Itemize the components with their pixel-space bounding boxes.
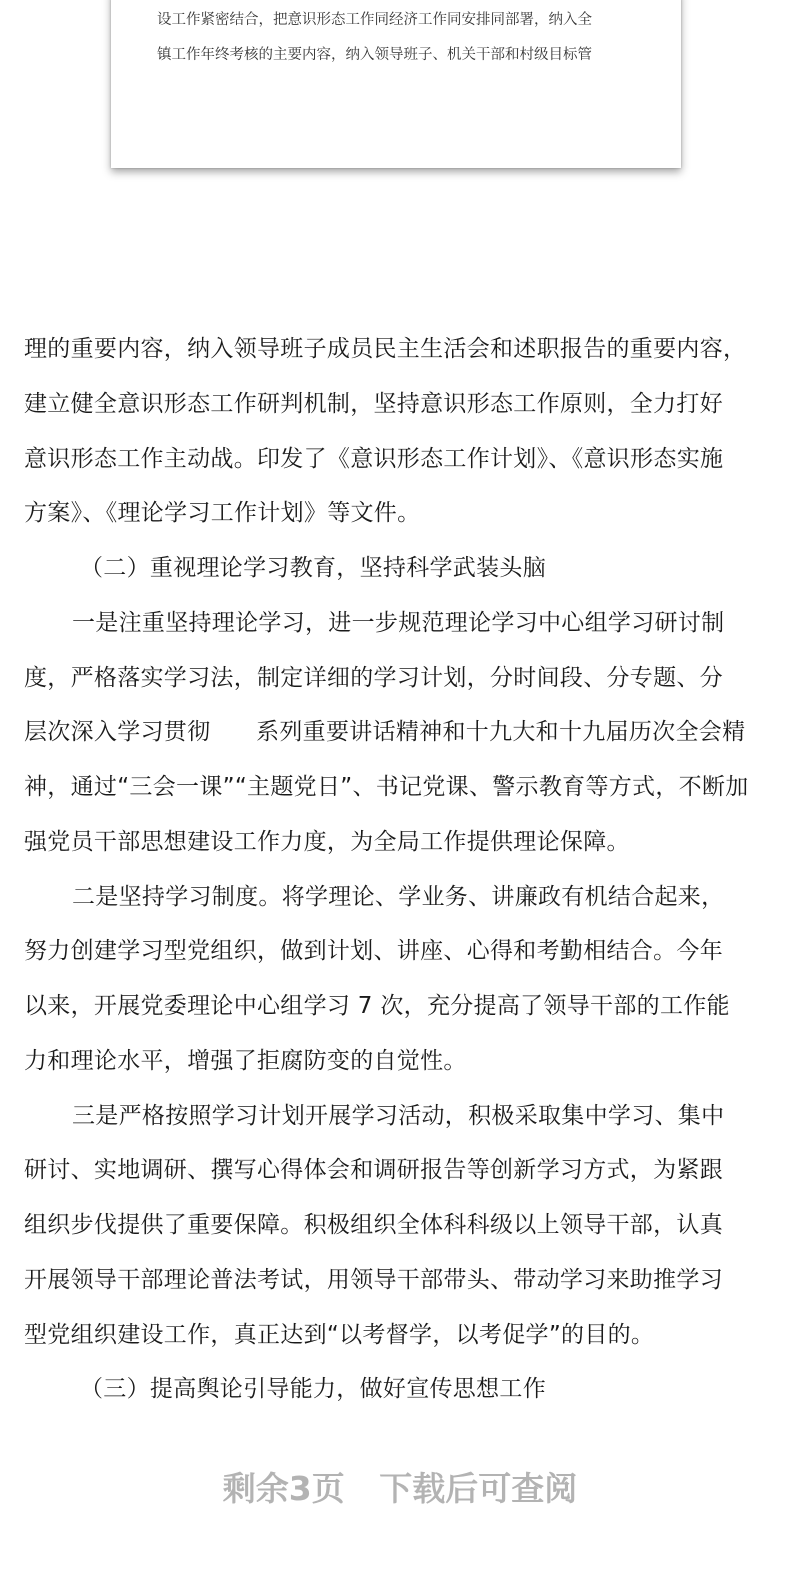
body-text-line: 理的重要内容，纳入领导班子成员民主生活会和述职报告的重要内容，	[24, 336, 747, 362]
body-text-line: 研讨、实地调研、撰写心得体会和调研报告等创新学习方式，为紧跟	[24, 1157, 723, 1184]
preview-text-line: 设工作紧密结合，把意识形态工作同经济工作同安排同部署，纳入全	[157, 12, 592, 28]
body-text-line: 方案》、《理论学习工作计划》等文件。	[24, 500, 421, 527]
paragraph-first-line: 一是注重坚持理论学习，进一步规范理论学习中心组学习研讨制	[72, 609, 725, 636]
paragraph-first-line: 二是坚持学习制度。将学理论、学业务、讲廉政有机结合起来，	[72, 883, 725, 910]
body-text-line: 开展领导干部理论普法考试，用领导干部带头、带动学习来助推学习	[24, 1266, 723, 1293]
body-text-line: 度，严格落实学习法，制定详细的学习计划，分时间段、分专题、分	[24, 664, 723, 691]
body-text-line: 意识形态工作主动战。印发了《意识形态工作计划》、《意识形态实施	[24, 445, 724, 472]
document-body	[24, 322, 780, 1417]
body-text-line: 力和理论水平，增强了拒腐防变的自觉性。	[24, 1047, 467, 1074]
body-text-line: 组织步伐提供了重要保障。积极组织全体科科级以上领导干部，认真	[24, 1212, 723, 1238]
body-text-line: 以来，开展党委理论中心组学习 7 次，充分提高了领导干部的工作能	[24, 993, 730, 1019]
body-text-line: 神，通过“三会一课”“主题党日”、书记党课、警示教育等方式，不断加	[24, 774, 749, 800]
previous-page-preview	[111, 0, 681, 168]
preview-text-line: 镇工作年终考核的主要内容，纳入领导班子、机关干部和村级目标管	[157, 47, 592, 63]
body-text-line: 型党组织建设工作，真正达到“以考督学，以考促学”的目的。	[24, 1321, 655, 1348]
body-text-line: 努力创建学习型党组织，做到计划、讲座、心得和考勤相结合。今年	[24, 938, 723, 965]
paragraph-first-line: 三是严格按照学习计划开展学习活动，积极采取集中学习、集中	[72, 1102, 725, 1129]
section-heading: （三）提高舆论引导能力，做好宣传思想工作	[80, 1376, 546, 1403]
section-heading: （二）重视理论学习教育，坚持科学武装头脑	[80, 555, 546, 581]
body-text-line: 建立健全意识形态工作研判机制，坚持意识形态工作原则，全力打好	[24, 390, 723, 417]
remaining-pages-download-prompt[interactable]: 剩余3页 下载后可查阅	[222, 1469, 578, 1508]
body-text-line: 强党员干部思想建设工作力度，为全局工作提供理论保障。	[24, 828, 630, 855]
body-text-line: 层次深入学习贯彻 系列重要讲话精神和十九大和十九届历次全会精	[24, 719, 746, 746]
